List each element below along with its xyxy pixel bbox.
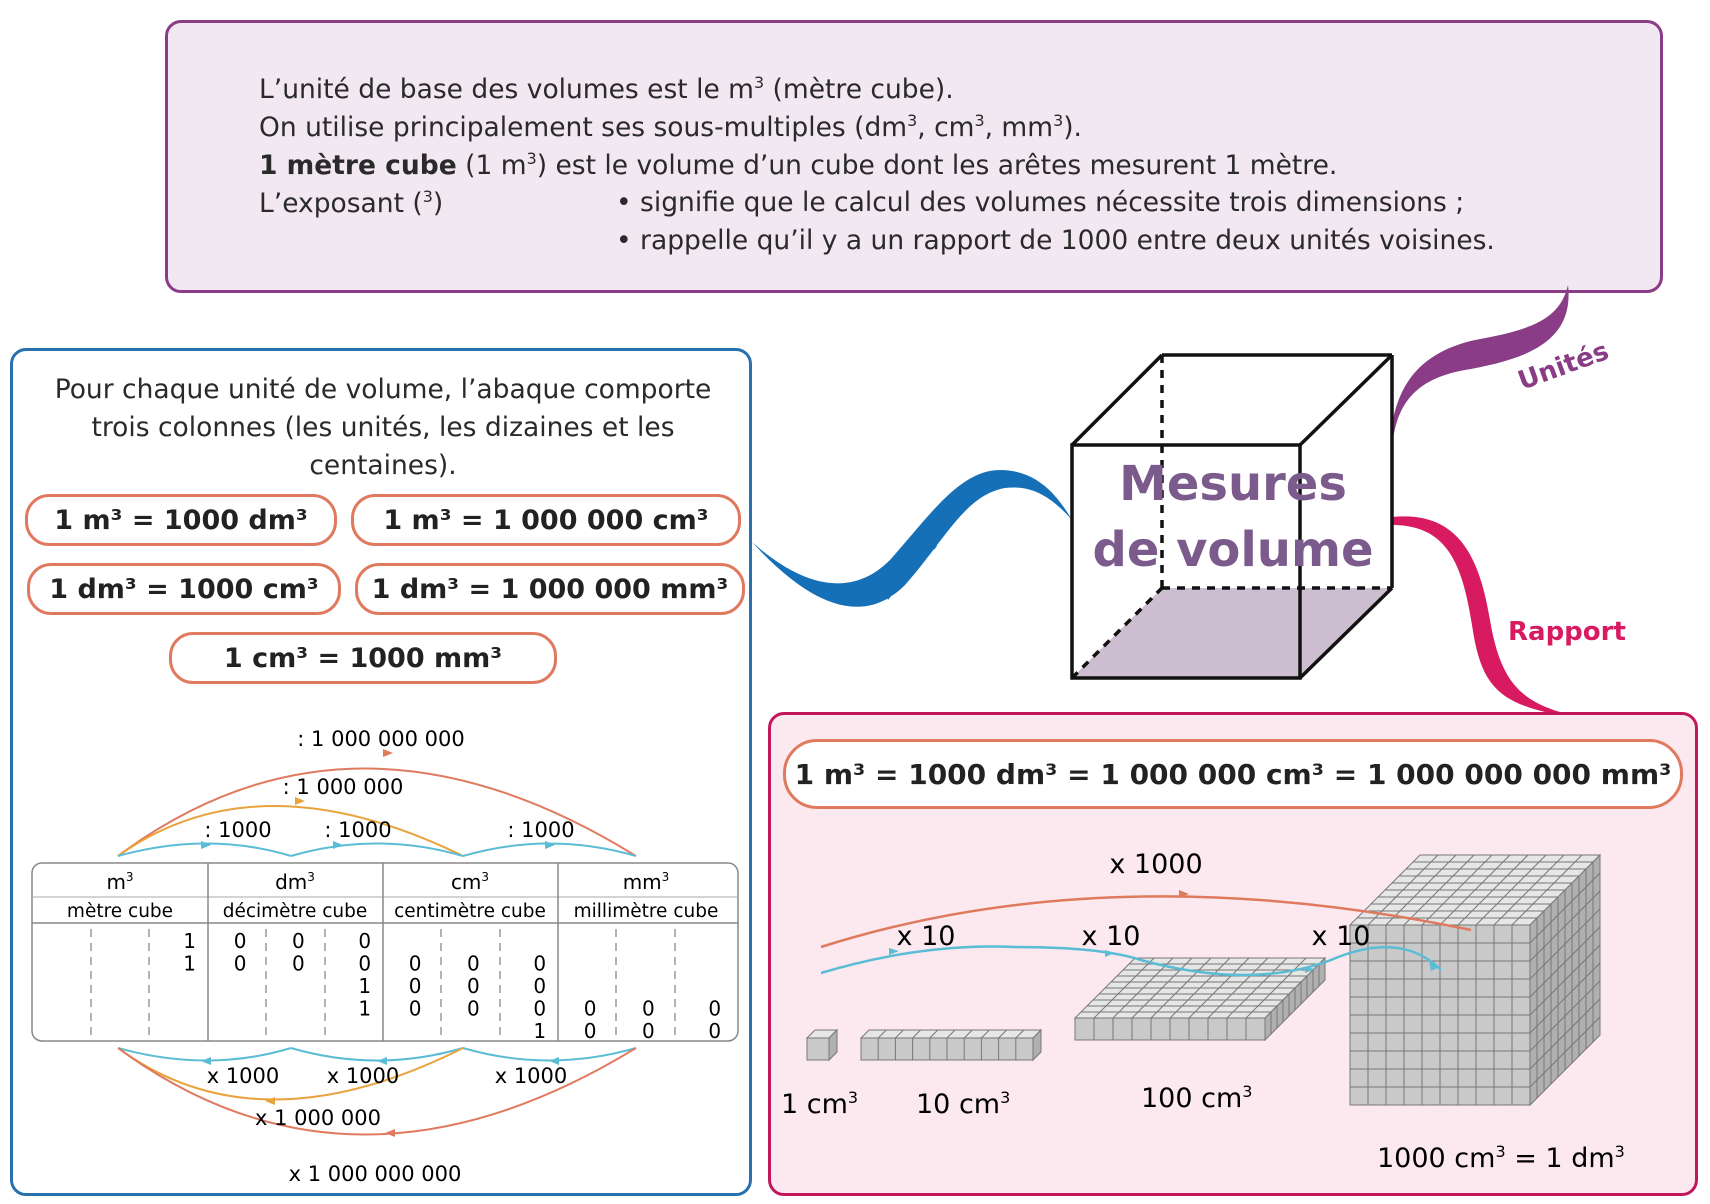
abaque-intro-text: Pour chaque unité de volume, l’abaque comporte trois colonnes (les unités, les dizaines et les centaines).: [54, 374, 712, 481]
label-mul-1000: x 1000: [326, 1064, 400, 1088]
abaque-digit: 0: [292, 951, 305, 976]
abaque-digit: 0: [708, 1019, 722, 1043]
abaque-box: [10, 348, 752, 1196]
arc-div-1000-b: [291, 844, 463, 857]
arc-mul-1e6: [118, 1048, 463, 1100]
label-100cm3: 100 $cm^3$: [1141, 1082, 1253, 1114]
label-1000cm3: 1000 $cm^3 = 1$ $dm^3$: [1377, 1142, 1625, 1174]
unit-name: millimètre cube: [573, 901, 719, 922]
info-line-base-unit: L’unité de base des volumes est le $m^3$ (mètre cube).: [259, 73, 954, 105]
abaque-digit: 0: [292, 929, 305, 953]
abaque-digit: 0: [408, 951, 422, 976]
label-div-1e9: : 1 000 000 000: [297, 727, 465, 751]
label-div-1000: : 1000: [204, 818, 272, 842]
abaque-digit: 0: [583, 996, 597, 1021]
label-mul-1e9: x 1 000 000 000: [288, 1162, 462, 1186]
label-10cm3: 10 $cm^3$: [916, 1088, 1011, 1120]
abaque-digit: 1: [358, 974, 372, 998]
abaque-digit: 0: [467, 951, 480, 976]
branch-label-abaque: Abaque: [869, 498, 962, 605]
equality-pill: 1 m³ = 1 000 000 cm³: [351, 494, 741, 546]
rapport-diagram: [771, 715, 1695, 1193]
equality-pill: 1 dm³ = 1000 cm³: [27, 563, 341, 615]
abaque-digit: 0: [233, 929, 247, 953]
center-title-line2: de volume: [1092, 522, 1374, 578]
abaque-digit: 0: [583, 1019, 597, 1043]
abaque-digit: 0: [708, 996, 722, 1021]
label-mul-1e6: x 1 000 000: [255, 1106, 381, 1130]
abaque-digit: 0: [533, 951, 547, 976]
arc-mul-1000-b: [291, 1048, 463, 1061]
abaque-digit: 0: [408, 974, 422, 998]
abaque-digit: 0: [358, 929, 372, 953]
label-x10: x 10: [1311, 921, 1371, 952]
label-div-1000: : 1000: [507, 818, 575, 842]
info-line-submultiples: On utilise principalement ses sous-multiples ($dm^3$, $cm^3$, $mm^3$).: [259, 111, 1082, 143]
arc-mul-1000-a: [118, 1048, 291, 1061]
label-mul-1000: x 1000: [494, 1064, 568, 1088]
label-x10: x 10: [1081, 921, 1141, 952]
branch-rapport: [1392, 516, 1560, 712]
unit-header: $mm^3$: [622, 870, 670, 894]
branch-label-rapport: Rapport: [1508, 617, 1626, 647]
info-bullet-dimensions: • signifie que le calcul des volumes nécessite trois dimensions ;: [616, 187, 1465, 218]
abaque-diagram: [13, 351, 749, 1193]
abaque-digit: 0: [467, 974, 480, 998]
info-line-exponent-label: L’exposant ($^3$): [259, 187, 444, 219]
unit-header: $m^3$: [106, 870, 134, 894]
unit-name: centimètre cube: [394, 901, 546, 922]
abaque-digit: 1: [533, 1019, 547, 1043]
cube-illustration: [1072, 355, 1392, 678]
abaque-digit: 0: [233, 951, 247, 976]
abaque-digit: 0: [467, 996, 480, 1021]
abaque-digit: 0: [408, 996, 422, 1021]
label-mul-1000: x 1000: [206, 1064, 280, 1088]
unit-header: $dm^3$: [275, 870, 315, 894]
unit-header: $cm^3$: [450, 870, 490, 894]
center-title-line1: Mesures: [1119, 456, 1347, 512]
abaque-digit: 0: [358, 951, 372, 976]
abaque-digit: 0: [533, 996, 547, 1021]
unit-name: mètre cube: [66, 901, 174, 922]
abaque-digit: 1: [183, 951, 196, 976]
label-div-1e6: : 1 000 000: [282, 775, 404, 799]
info-line-definition: 1 mètre cube (1 $m^3$) est le volume d’un cube dont les arêtes mesurent 1 mètre.: [259, 149, 1338, 181]
abaque-digit: 0: [642, 1019, 655, 1043]
equality-pill: 1 m³ = 1000 dm³: [25, 494, 337, 546]
unit-name: décimètre cube: [222, 901, 368, 922]
info-bullet-ratio: • rappelle qu’il y a un rapport de 1000 entre deux unités voisines.: [616, 225, 1495, 256]
abaque-digit: 1: [358, 996, 372, 1021]
branch-label-unites: Unités: [1514, 336, 1613, 397]
equality-pill: 1 dm³ = 1 000 000 mm³: [355, 563, 745, 615]
abaque-digit: 0: [642, 996, 655, 1021]
equality-pill: 1 cm³ = 1000 mm³: [169, 632, 557, 684]
rapport-box: [768, 712, 1698, 1196]
arc-mul-1000-c: [463, 1048, 636, 1061]
abaque-digit: 0: [533, 974, 547, 998]
full-equality-pill: 1 m³ = 1000 dm³ = 1 000 000 cm³ = 1 000 000 000 mm³: [783, 739, 1683, 809]
abaque-digit: 1: [183, 929, 196, 953]
label-div-1000: : 1000: [324, 818, 392, 842]
label-x1000: x 1000: [1109, 849, 1203, 880]
arc-div-1e6: [118, 806, 463, 856]
label-x10: x 10: [896, 921, 956, 952]
label-1cm3: 1 $cm^3$: [781, 1088, 859, 1120]
